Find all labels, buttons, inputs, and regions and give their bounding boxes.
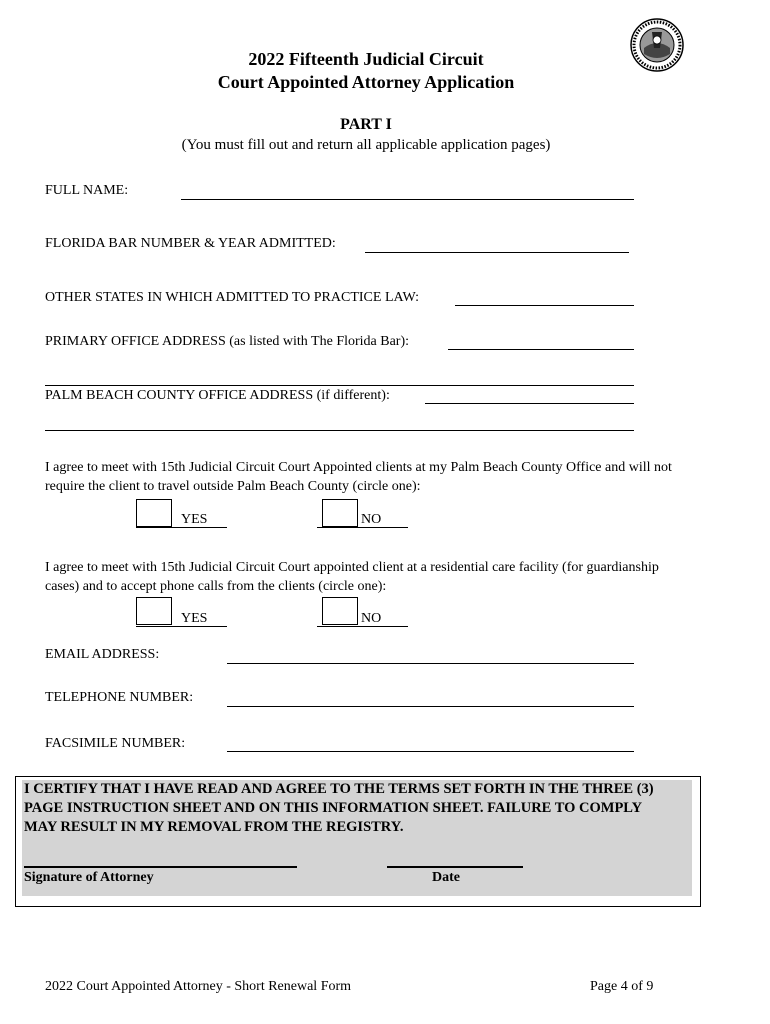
other-states-field[interactable] [455,305,634,306]
agreement2-no-label: NO [361,611,382,626]
signature-label: Signature of Attorney [24,870,154,885]
bar-number-label: FLORIDA BAR NUMBER & YEAR ADMITTED: [45,236,336,251]
primary-office-label: PRIMARY OFFICE ADDRESS (as listed with The Florida Bar): [45,334,410,349]
form-title-line2: Court Appointed Attorney Application [217,72,515,92]
bar-number-field[interactable] [365,252,629,253]
agreement1-yes-label: YES [181,512,208,527]
full-name-label: FULL NAME: [45,183,129,198]
telephone-label: TELEPHONE NUMBER: [45,690,194,705]
agreement1-yes-checkbox[interactable] [136,499,172,527]
footer-form-name: 2022 Court Appointed Attorney - Short Renewal Form [45,979,352,994]
footer-page-number: Page 4 of 9 [590,979,654,994]
agreement2-line2: cases) and to accept phone calls from the clients (circle one): [45,579,387,594]
agreement1-no-checkbox[interactable] [322,499,358,527]
primary-office-field[interactable] [448,349,634,350]
date-field[interactable] [387,866,523,868]
agreement1-no-label: NO [361,512,382,527]
agreement2-no-checkbox[interactable] [322,597,358,625]
certification-text [24,780,694,837]
agreement1-text [45,458,735,496]
certification-line3: MAY RESULT IN MY REMOVAL FROM THE REGISTRY. [24,819,404,835]
part-instruction: (You must fill out and return all applicable application pages) [181,137,551,153]
facsimile-field[interactable] [227,751,634,752]
agreement1-line2: require the client to travel outside Palm Beach County (circle one): [45,479,421,494]
agreement2-line1: I agree to meet with 15th Judicial Circuit Court appointed client at a residential care facility (for guardianship [45,560,659,575]
agreement2-yes-label: YES [181,611,208,626]
form-title-line1: 2022 Fifteenth Judicial Circuit [248,49,484,69]
date-label: Date [432,870,460,885]
signature-field[interactable] [24,866,297,868]
full-name-field[interactable] [181,199,634,200]
agreement1-line1: I agree to meet with 15th Judicial Circuit Court Appointed clients at my Palm Beach County Office and will not [45,460,672,475]
primary-office-field-line2[interactable] [45,385,634,386]
certification-line1: I CERTIFY THAT I HAVE READ AND AGREE TO THE TERMS SET FORTH IN THE THREE (3) [24,781,654,797]
email-field[interactable] [227,663,634,664]
pbc-office-field-line2[interactable] [45,430,634,431]
telephone-field[interactable] [227,706,634,707]
pbc-office-label: PALM BEACH COUNTY OFFICE ADDRESS (if different): [45,388,390,403]
facsimile-label: FACSIMILE NUMBER: [45,736,186,751]
pbc-office-field[interactable] [425,403,634,404]
agreement2-text [45,558,735,596]
agreement2-yes-checkbox[interactable] [136,597,172,625]
certification-line2: PAGE INSTRUCTION SHEET AND ON THIS INFORMATION SHEET. FAILURE TO COMPLY [24,800,643,816]
part-heading: PART I [340,116,392,133]
other-states-label: OTHER STATES IN WHICH ADMITTED TO PRACTICE LAW: [45,290,420,305]
email-label: EMAIL ADDRESS: [45,647,160,662]
